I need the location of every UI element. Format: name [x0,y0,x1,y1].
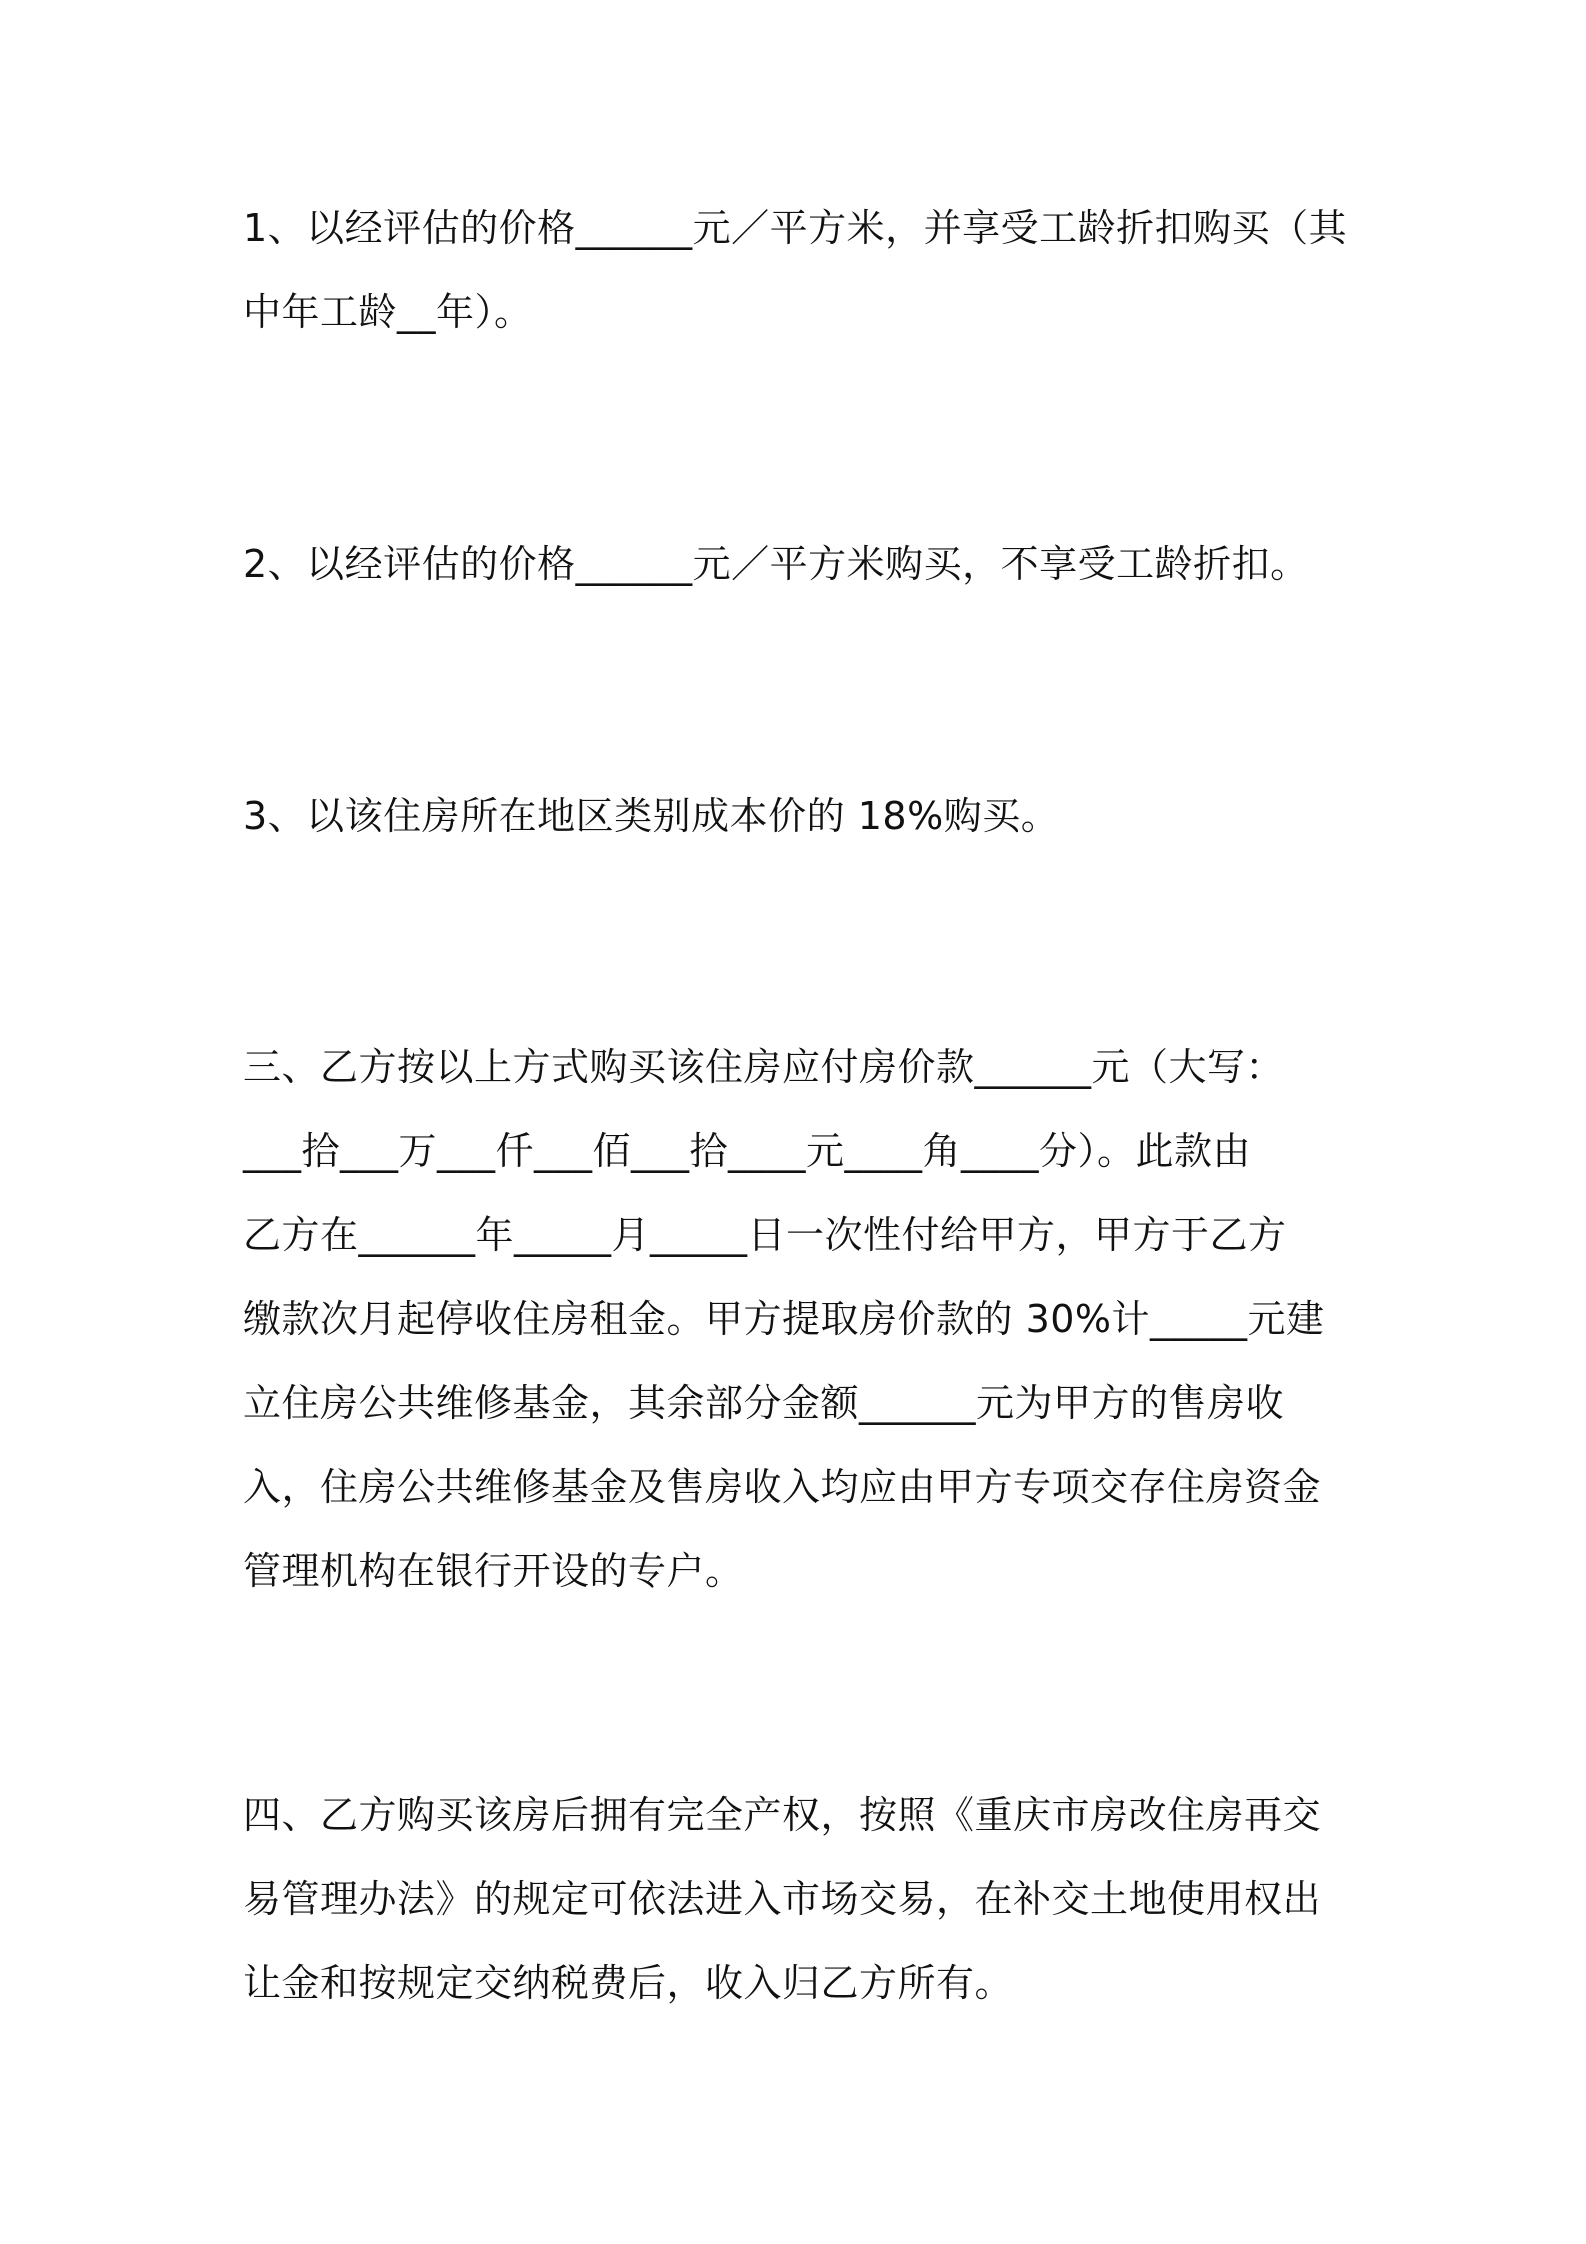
text-line: 乙方在______年_____月_____日一次性付给甲方，甲方于乙方 [243,1213,1287,1257]
text-line: 易管理办法》的规定可依法进入市场交易，在补交土地使用权出 [243,1877,1322,1921]
paragraph-clause-2 [243,522,1363,606]
text-line: 2、以经评估的价格______元／平方米购买，不享受工龄折扣。 [243,542,1309,586]
text-line: 缴款次月起停收住房租金。甲方提取房价款的 30%计_____元建 [243,1297,1325,1341]
text-line: 立住房公共维修基金，其余部分金额______元为甲方的售房收 [243,1381,1285,1425]
text-line: 三、乙方按以上方式购买该住房应付房价款______元（大写： [243,1045,1285,1089]
paragraph-clause-3 [243,774,1363,858]
paragraph-clause-1 [243,186,1363,354]
text-line: 中年工龄__年）。 [243,290,533,334]
text-line: 让金和按规定交纳税费后，收入归乙方所有。 [243,1961,1014,2005]
paragraph-section-four [243,1773,1363,2025]
text-line: ___拾___万___仟___佰___拾____元____角____分）。此款由 [243,1129,1252,1173]
text-line: 四、乙方购买该房后拥有完全产权，按照《重庆市房改住房再交 [243,1793,1322,1837]
text-line: 入，住房公共维修基金及售房收入均应由甲方专项交存住房资金 [243,1465,1322,1509]
text-line: 1、以经评估的价格______元／平方米，并享受工龄折扣购买（其 [243,206,1348,250]
text-line: 管理机构在银行开设的专户。 [243,1549,744,1593]
paragraph-section-three [243,1025,1363,1613]
text-line: 3、以该住房所在地区类别成本价的 18%购买。 [243,794,1060,838]
